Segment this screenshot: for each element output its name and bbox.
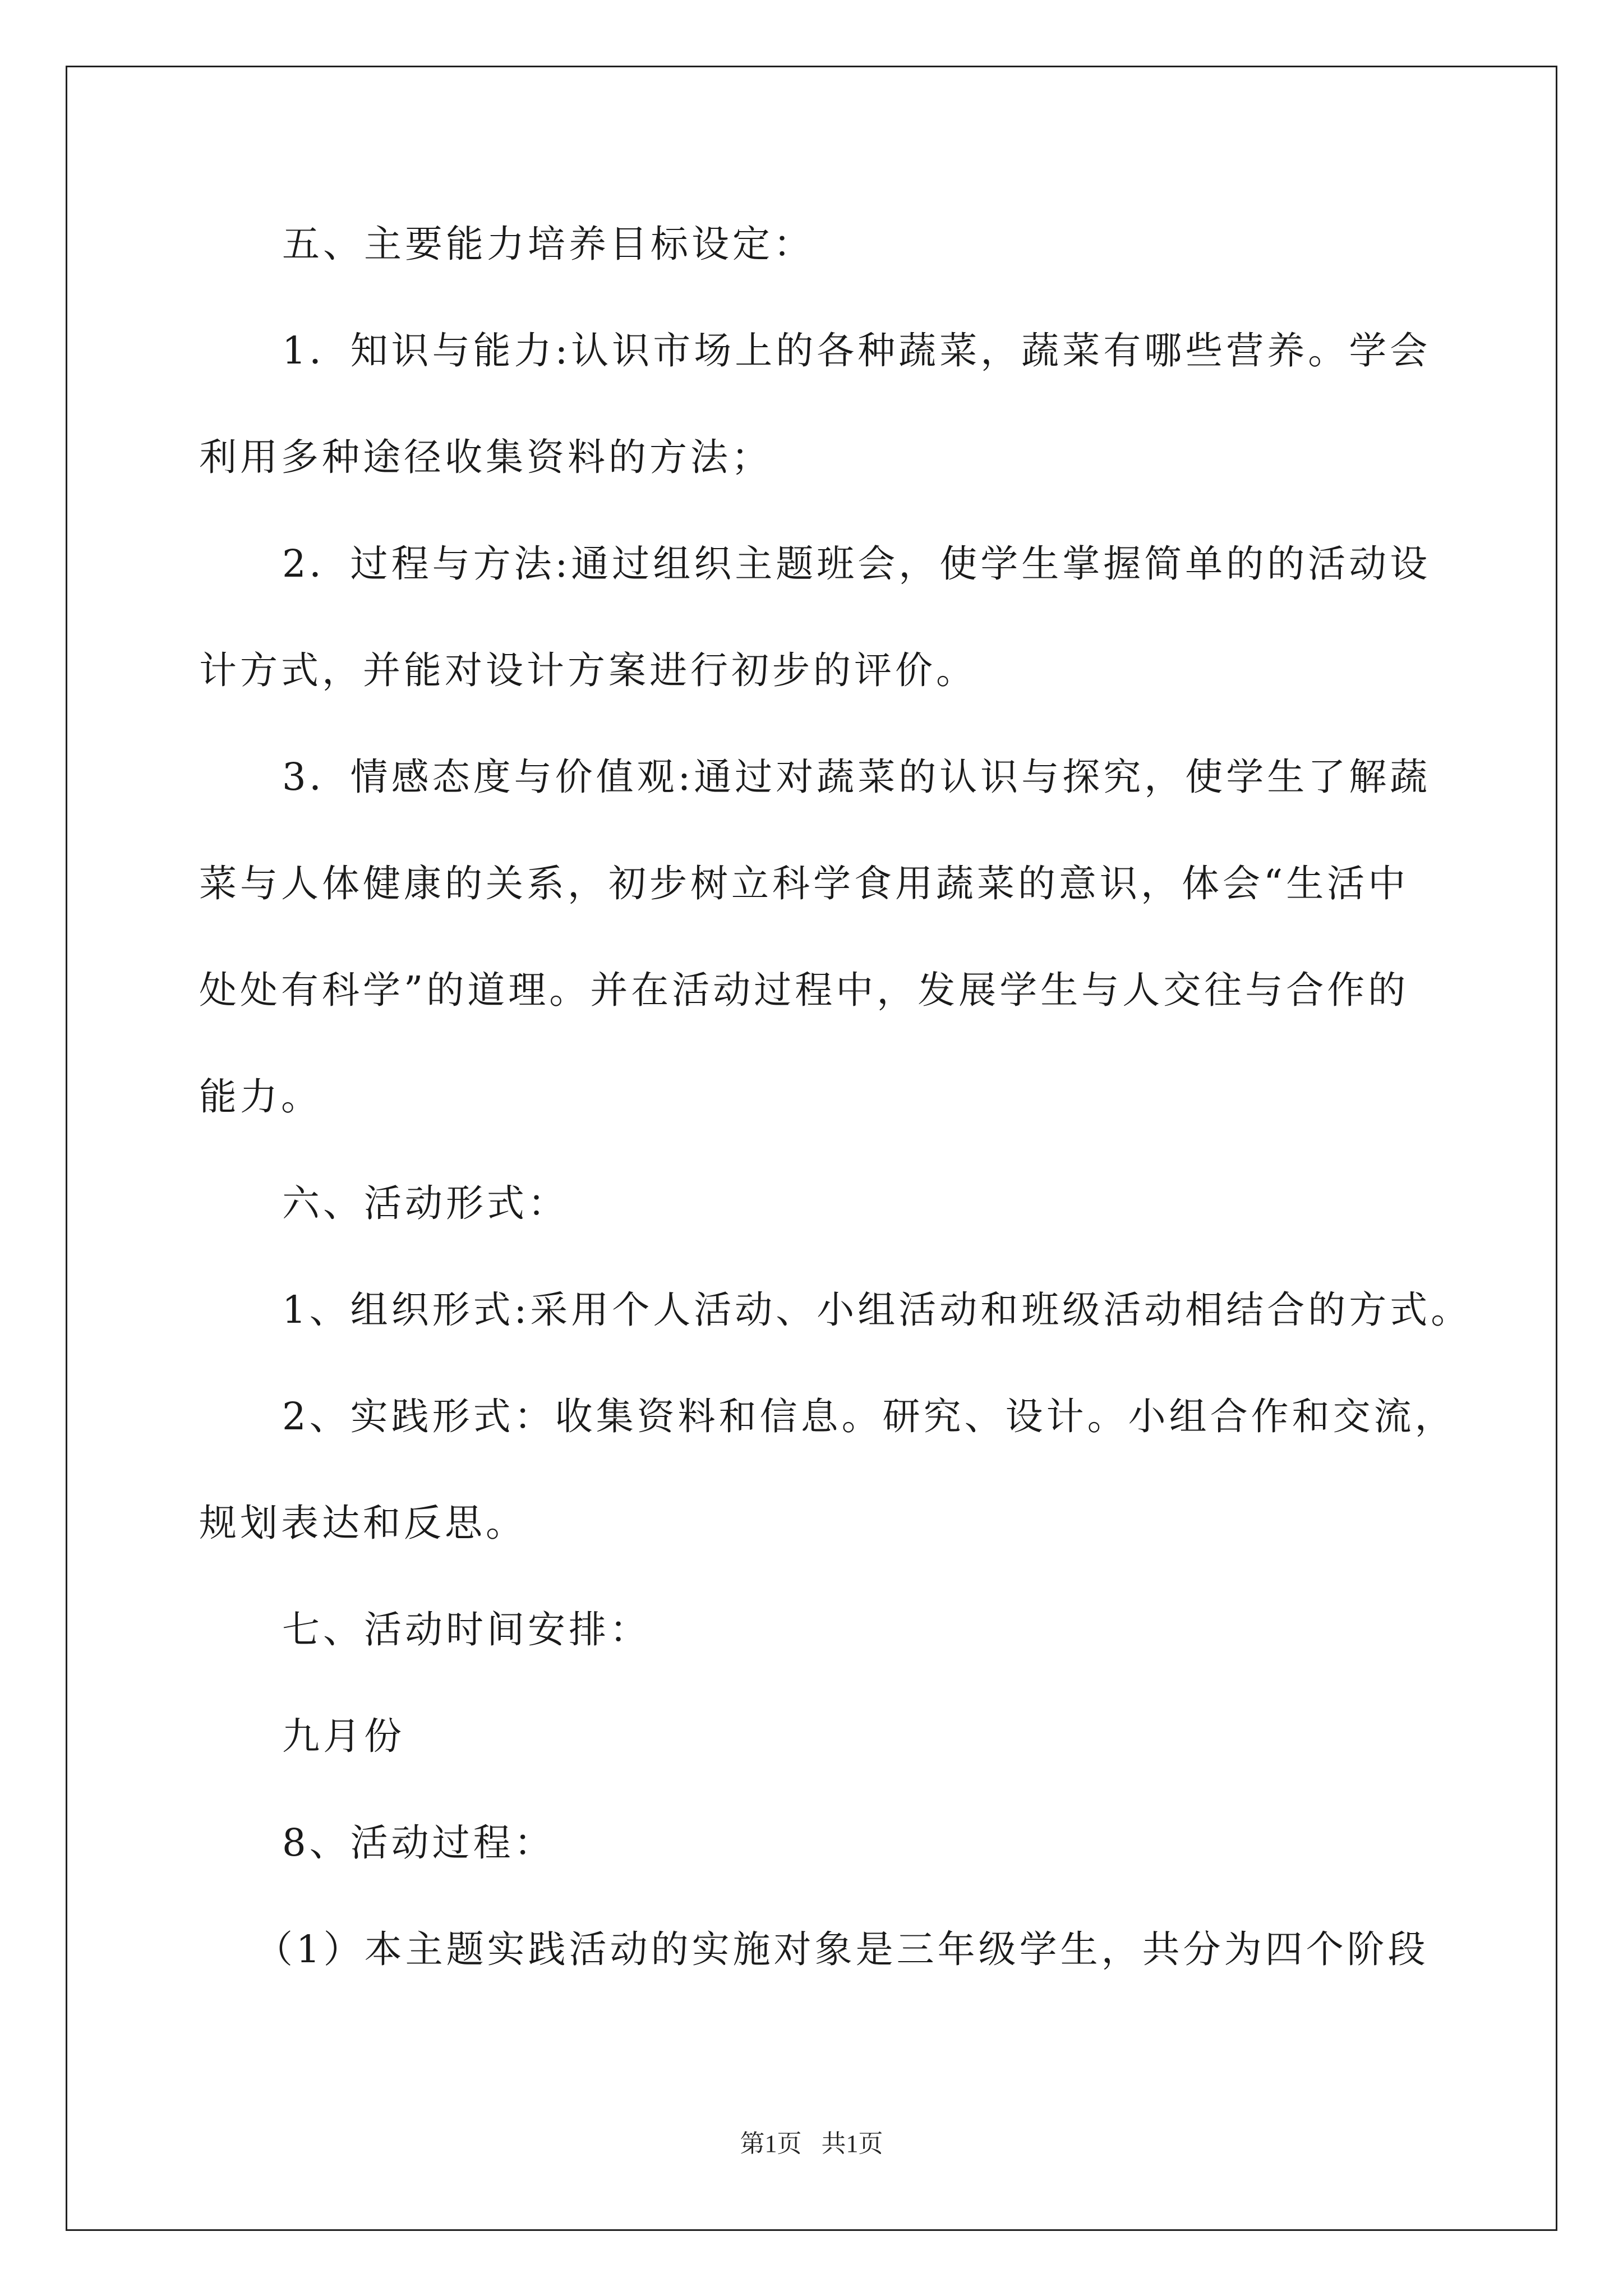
paragraph-line: 处处有科学”的道理。并在活动过程中，发展学生与人交往与合作的 [199, 968, 1409, 1012]
paragraph-line: 规划表达和反思。 [199, 1501, 527, 1545]
page-border [66, 66, 1557, 2231]
page-number: 第1页 [740, 2130, 802, 2157]
page-total: 共1页 [821, 2130, 883, 2157]
heading-activity-process: 8、活动过程： [282, 1821, 555, 1865]
page-footer [0, 2128, 1623, 2160]
heading-ability-goals: 五、主要能力培养目标设定： [282, 222, 814, 266]
paragraph-line: 1、组织形式:采用个人活动、小组活动和班级活动相结合的方式。 [282, 1288, 1472, 1332]
paragraph-line: 计方式，并能对设计方案进行初步的评价。 [199, 648, 977, 692]
paragraph-line: 2．过程与方法:通过组织主题班会，使学生掌握简单的的活动设 [282, 542, 1431, 586]
paragraph-line: 3．情感态度与价值观:通过对蔬菜的认识与探究，使学生了解蔬 [282, 755, 1431, 799]
paragraph-line: （1）本主题实践活动的实施对象是三年级学生，共分为四个阶段 [255, 1927, 1429, 1971]
heading-activity-forms: 六、活动形式： [282, 1181, 569, 1225]
paragraph-line: 2、实践形式：收集资料和信息。研究、设计。小组合作和交流， [282, 1395, 1456, 1438]
paragraph-line: 九月份 [282, 1714, 405, 1758]
paragraph-line: 能力。 [199, 1075, 322, 1119]
paragraph-line: 利用多种途径收集资料的方法； [199, 435, 772, 479]
heading-schedule: 七、活动时间安排： [282, 1608, 651, 1651]
paragraph-line: 菜与人体健康的关系，初步树立科学食用蔬菜的意识，体会“生活中 [199, 862, 1409, 905]
paragraph-line: 1．知识与能力:认识市场上的各种蔬菜，蔬菜有哪些营养。学会 [282, 329, 1431, 372]
